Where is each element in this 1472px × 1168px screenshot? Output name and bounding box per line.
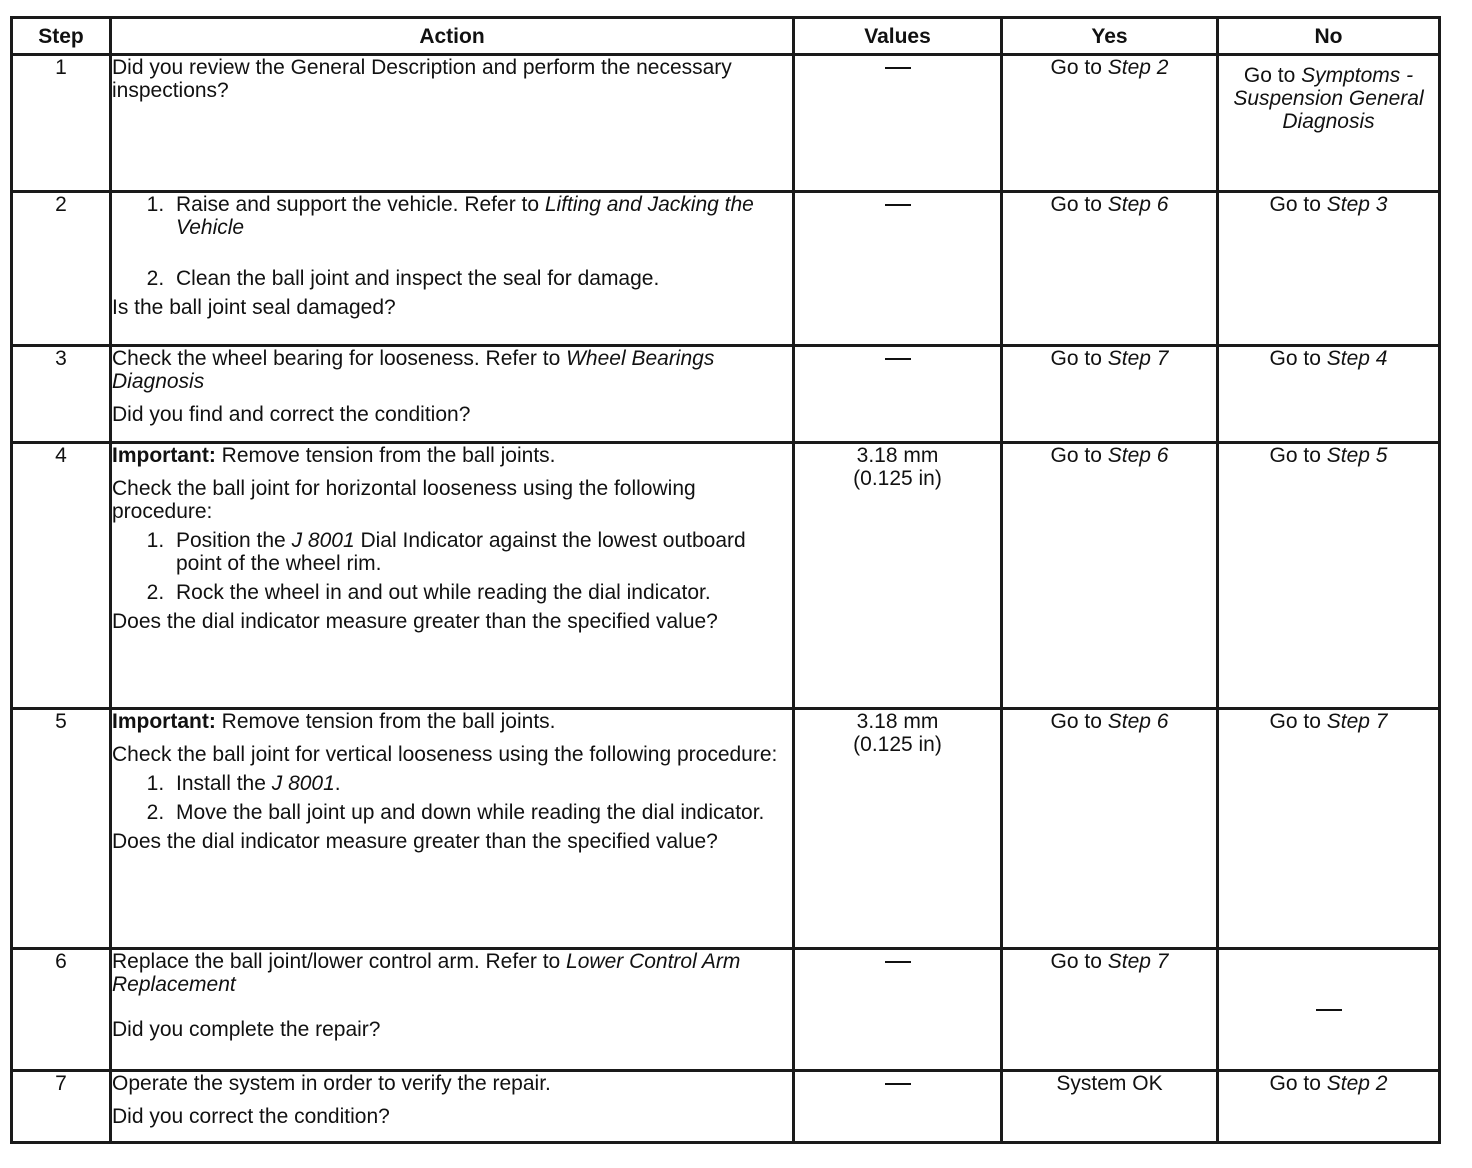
yes-cell: Go to Step 7 bbox=[1002, 346, 1218, 443]
no-cell: Go to Step 2 bbox=[1218, 1071, 1440, 1143]
reference-link[interactable]: Lifting and Jacking the Vehicle bbox=[176, 193, 754, 239]
action-list-item: 2. Rock the wheel in and out while reading the dial indicator. bbox=[170, 581, 792, 604]
action-cell bbox=[111, 949, 794, 1071]
step-link[interactable]: Step 3 bbox=[1326, 193, 1388, 216]
action-cell bbox=[111, 346, 794, 443]
action-cell bbox=[111, 192, 794, 346]
dash-mark bbox=[885, 204, 911, 206]
no-cell: Go to Symptoms - Suspension General Diagnosis bbox=[1218, 55, 1440, 192]
dash-mark bbox=[885, 358, 911, 360]
yes-cell: System OK bbox=[1002, 1071, 1218, 1143]
step-number: 3 bbox=[12, 346, 111, 443]
action-text: Check the ball joint for vertical looseness using the following procedure: bbox=[112, 743, 778, 766]
step-number: 6 bbox=[12, 949, 111, 1071]
header-yes: Yes bbox=[1002, 18, 1218, 55]
yes-cell: Go to Step 7 bbox=[1002, 949, 1218, 1071]
step-link[interactable]: Step 5 bbox=[1326, 444, 1388, 467]
step-number: 5 bbox=[12, 709, 111, 949]
step-link[interactable]: Step 7 bbox=[1326, 710, 1388, 733]
tool-name: J 8001 bbox=[271, 772, 335, 795]
step-link[interactable]: Step 7 bbox=[1107, 950, 1169, 973]
reference-link[interactable]: Lower Control Arm Replacement bbox=[112, 950, 741, 996]
table-row bbox=[12, 1071, 1440, 1143]
header-no: No bbox=[1218, 18, 1440, 55]
reference-link[interactable]: Wheel Bearings Diagnosis bbox=[112, 347, 715, 393]
no-cell: Go to Step 5 bbox=[1218, 443, 1440, 709]
no-cell bbox=[1218, 949, 1440, 1071]
table-row bbox=[12, 346, 1440, 443]
yes-cell: Go to Step 6 bbox=[1002, 192, 1218, 346]
step-number: 4 bbox=[12, 443, 111, 709]
value-metric: 3.18 mm bbox=[856, 444, 939, 467]
yes-cell: Go to Step 6 bbox=[1002, 443, 1218, 709]
table-row bbox=[12, 709, 1440, 949]
step-link[interactable]: Step 4 bbox=[1326, 347, 1388, 370]
step-link[interactable]: Step 2 bbox=[1107, 56, 1169, 79]
header-action: Action bbox=[111, 18, 794, 55]
dash-mark bbox=[1316, 1009, 1342, 1011]
action-question: Does the dial indicator measure greater than the specified value? bbox=[112, 610, 718, 633]
action-list-item: 1. Raise and support the vehicle. Refer to Lifting and Jacking the Vehicle bbox=[170, 193, 792, 239]
values-cell bbox=[794, 55, 1002, 192]
step-link[interactable]: Step 7 bbox=[1107, 347, 1169, 370]
step-number: 2 bbox=[12, 192, 111, 346]
action-question: Is the ball joint seal damaged? bbox=[112, 296, 396, 319]
action-cell bbox=[111, 443, 794, 709]
yes-cell: Go to Step 6 bbox=[1002, 709, 1218, 949]
step-link[interactable]: Step 6 bbox=[1107, 193, 1169, 216]
no-cell: Go to Step 7 bbox=[1218, 709, 1440, 949]
action-list-item: 1. Install the J 8001. bbox=[170, 772, 792, 795]
action-text: Operate the system in order to verify the repair. bbox=[112, 1072, 551, 1095]
important-note: Important: Remove tension from the ball joints. bbox=[112, 444, 556, 467]
step-number: 1 bbox=[12, 55, 111, 192]
table-row bbox=[12, 55, 1440, 192]
step-number: 7 bbox=[12, 1071, 111, 1143]
dash-mark bbox=[885, 67, 911, 69]
values-cell bbox=[794, 1071, 1002, 1143]
header-row bbox=[12, 18, 1440, 55]
values-cell bbox=[794, 949, 1002, 1071]
action-question: Did you complete the repair? bbox=[112, 1018, 381, 1041]
value-metric: 3.18 mm bbox=[856, 710, 939, 733]
header-step: Step bbox=[12, 18, 111, 55]
tool-name: J 8001 bbox=[291, 529, 355, 552]
no-cell: Go to Step 3 bbox=[1218, 192, 1440, 346]
dash-mark bbox=[885, 1083, 911, 1085]
action-question: Did you review the General Description and perform the necessary inspections? bbox=[112, 56, 732, 102]
action-cell bbox=[111, 55, 794, 192]
action-text: Check the wheel bearing for looseness. Refer to Wheel Bearings Diagnosis bbox=[112, 347, 715, 393]
table-row bbox=[12, 192, 1440, 346]
values-cell bbox=[794, 192, 1002, 346]
value-imperial: (0.125 in) bbox=[853, 733, 942, 756]
action-list-item: 2. Move the ball joint up and down while reading the dial indicator. bbox=[170, 801, 792, 824]
table-row bbox=[12, 949, 1440, 1071]
action-cell bbox=[111, 709, 794, 949]
action-question: Does the dial indicator measure greater than the specified value? bbox=[112, 830, 718, 853]
values-cell bbox=[794, 443, 1002, 709]
values-cell bbox=[794, 709, 1002, 949]
header-values: Values bbox=[794, 18, 1002, 55]
step-link[interactable]: Step 2 bbox=[1326, 1072, 1388, 1095]
step-link[interactable]: Step 6 bbox=[1107, 444, 1169, 467]
important-note: Important: Remove tension from the ball joints. bbox=[112, 710, 556, 733]
table-row bbox=[12, 443, 1440, 709]
action-question: Did you correct the condition? bbox=[112, 1105, 390, 1128]
action-list-item: 2. Clean the ball joint and inspect the seal for damage. bbox=[170, 267, 792, 290]
yes-cell: Go to Step 2 bbox=[1002, 55, 1218, 192]
symptoms-link[interactable]: Symptoms - Suspension General Diagnosis bbox=[1233, 64, 1424, 133]
no-cell: Go to Step 4 bbox=[1218, 346, 1440, 443]
action-text: Replace the ball joint/lower control arm. Refer to Lower Control Arm Replacement bbox=[112, 950, 741, 996]
action-text: Check the ball joint for horizontal looseness using the following procedure: bbox=[112, 477, 696, 523]
value-imperial: (0.125 in) bbox=[853, 467, 942, 490]
diagnostic-table bbox=[10, 16, 1441, 1144]
action-question: Did you find and correct the condition? bbox=[112, 403, 471, 426]
action-list-item: 1. Position the J 8001 Dial Indicator against the lowest outboard point of the wheel rim. bbox=[170, 529, 792, 575]
values-cell bbox=[794, 346, 1002, 443]
action-cell bbox=[111, 1071, 794, 1143]
step-link[interactable]: Step 6 bbox=[1107, 710, 1169, 733]
dash-mark bbox=[885, 961, 911, 963]
